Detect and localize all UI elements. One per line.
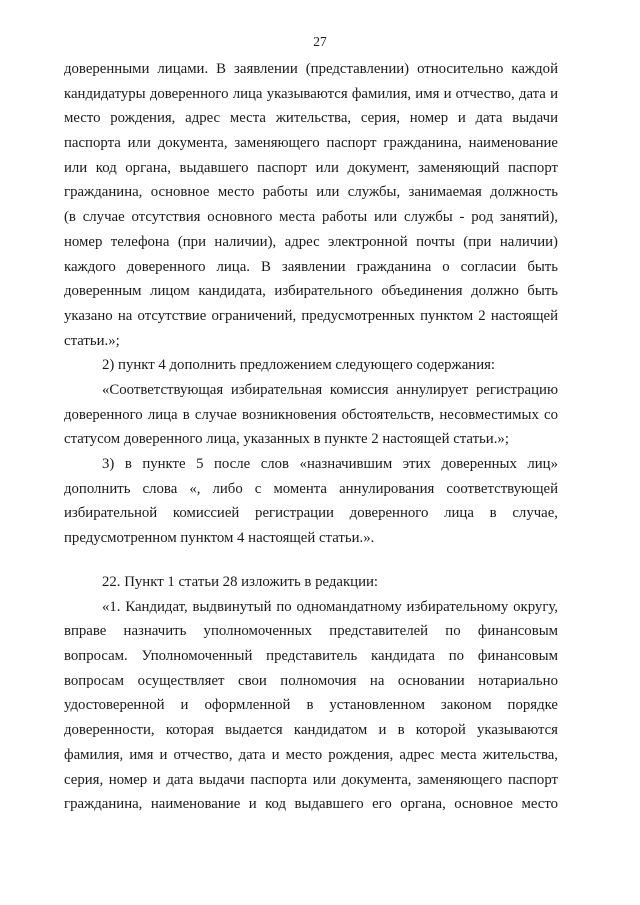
text-line: номер телефона (при наличии), адрес электронной почты (при наличии) xyxy=(64,233,558,250)
text-line: кандидатуры доверенного лица указываются фамилия, имя и отчество, дата и xyxy=(64,85,558,102)
text-line: вправе назначить уполномоченных представителей по финансовым xyxy=(64,623,558,640)
text-line: 22. Пункт 1 статьи 28 изложить в редакции: xyxy=(102,574,379,590)
text-line: доверенного лица в случае возникновения обстоятельств, несовместимых со xyxy=(64,406,558,423)
text-line: (в случае отсутствия основного места работы или службы - род занятий), xyxy=(64,209,558,226)
text-line: предусмотренном пунктом 4 настоящей статьи.». xyxy=(64,530,375,547)
text-block-item-22 xyxy=(64,570,558,817)
text-line: дополнить слова «, либо с момента аннулирования соответствующей xyxy=(64,480,558,497)
text-line: или код органа, выдавшего паспорт или документ, заменяющий паспорт xyxy=(64,159,558,176)
text-line: статьи.»; xyxy=(64,332,120,349)
text-line: 3) в пункте 5 после слов «назначившим этих доверенных лиц» xyxy=(102,456,558,472)
text-line: вопросам. Уполномоченный представитель кандидата по финансовым xyxy=(64,648,558,665)
text-line: 2) пункт 4 дополнить предложением следующего содержания: xyxy=(102,357,496,374)
text-line: статусом доверенного лица, указанных в пункте 2 настоящей статьи.»; xyxy=(64,431,509,448)
text-line: доверенным лицом кандидата, избирательного объединения должно быть xyxy=(64,283,558,300)
text-line: «1. Кандидат, выдвинутый по одномандатному избирательному округу, xyxy=(102,598,558,615)
text-line: доверенными лицами. В заявлении (представлении) относительно каждой xyxy=(64,61,558,77)
text-block-article-continuation xyxy=(64,57,558,551)
text-line: паспорта или документа, заменяющего паспорт гражданина, наименование xyxy=(64,135,558,152)
text-line: избирательной комиссией регистрации доверенного лица в случае, xyxy=(64,505,558,522)
text-line: указано на отсутствие ограничений, предусмотренных пунктом 2 настоящей xyxy=(64,307,558,324)
page-number: 27 xyxy=(313,34,327,49)
text-line: фамилия, имя и отчество, дата и место рождения, адрес места жительства, xyxy=(64,746,558,763)
text-line: доверенности, которая выдается кандидатом и в которой указываются xyxy=(64,722,558,739)
text-line: место рождения, адрес места жительства, серия, номер и дата выдачи xyxy=(64,110,558,127)
text-line: вопросам осуществляет свои полномочия на основании нотариально xyxy=(64,672,558,689)
text-line: гражданина, основное место работы или службы, занимаемая должность xyxy=(64,184,558,201)
text-line: удостоверенной и оформленной в установленном законом порядке xyxy=(64,697,558,714)
text-line: каждого доверенного лица. В заявлении гражданина о согласии быть xyxy=(64,258,558,275)
text-line: гражданина, наименование и код выдавшего его органа, основное место xyxy=(64,796,558,813)
text-line: серия, номер и дата выдачи паспорта или документа, заменяющего паспорт xyxy=(64,771,558,788)
text-line: «Соответствующая избирательная комиссия аннулирует регистрацию xyxy=(102,381,558,398)
